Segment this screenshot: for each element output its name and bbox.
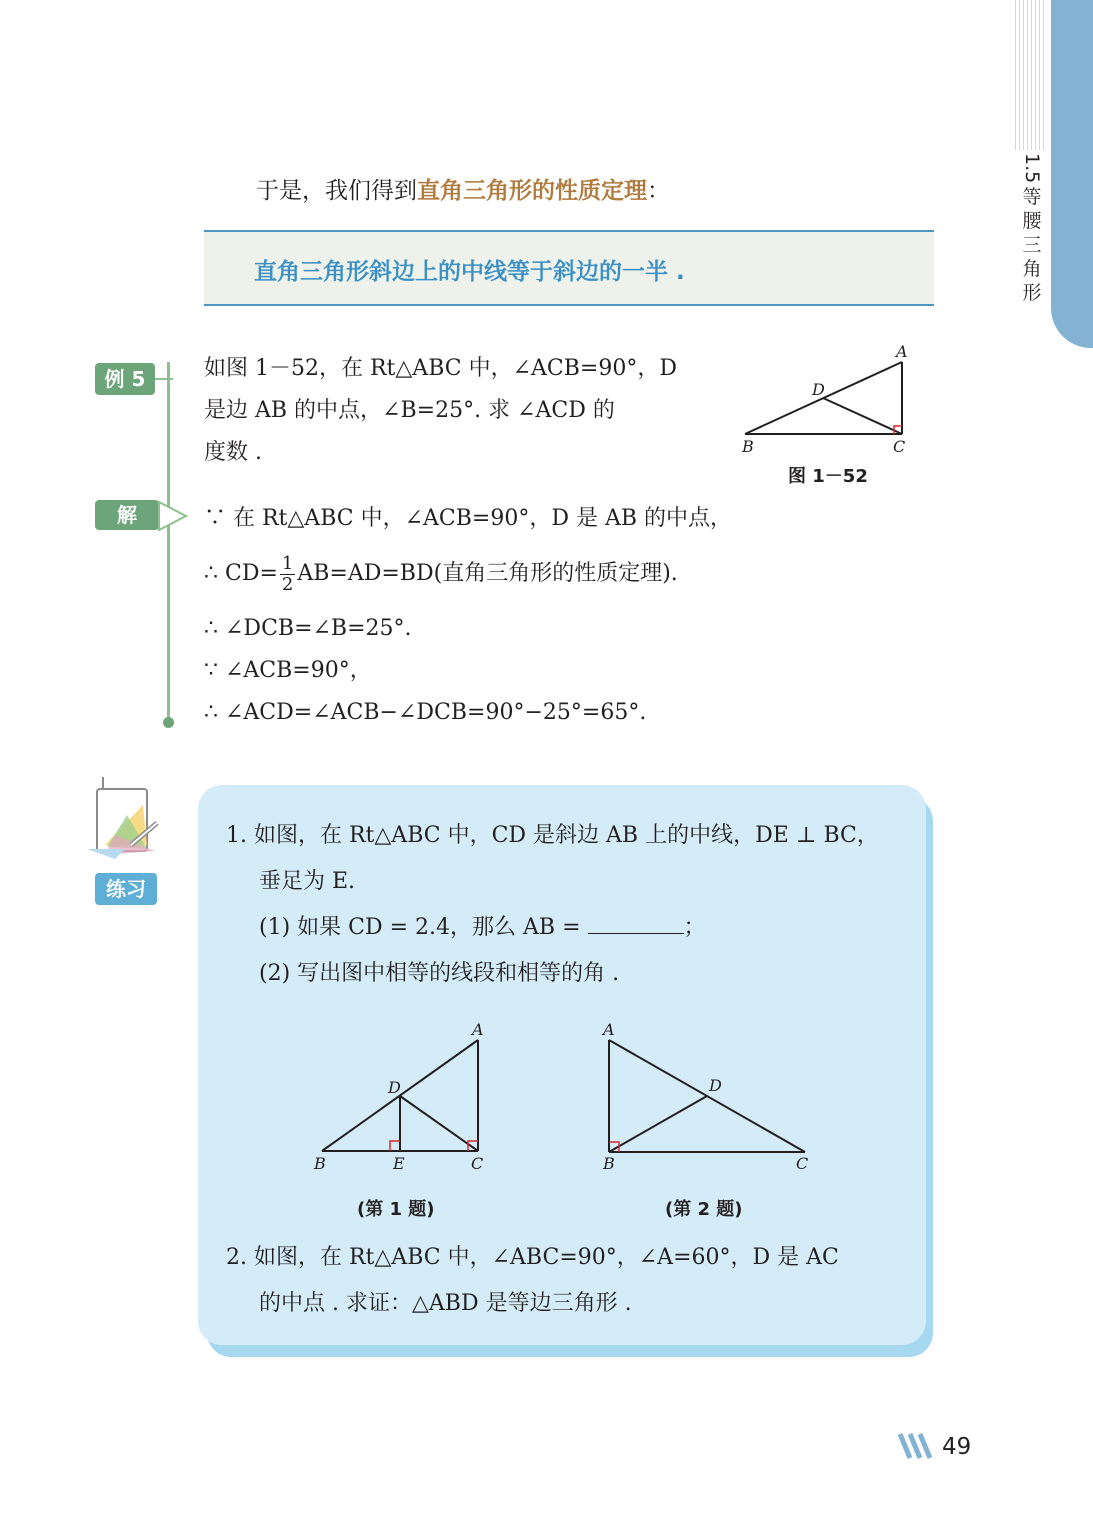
solution-text: AB=AD=BD(直角三角形的性质定理). bbox=[297, 561, 678, 586]
label-c: C bbox=[893, 437, 906, 456]
label-a: A bbox=[603, 1020, 615, 1039]
question-1-line: 1. 如图，在 Rt△ABC 中，CD 是斜边 AB 上的中线，DE ⊥ BC， bbox=[226, 823, 879, 848]
solution-line: ∴ ∠DCB=∠B=25°. bbox=[204, 616, 412, 641]
question-1-sub1 bbox=[226, 905, 879, 951]
section-title bbox=[1018, 155, 1046, 305]
page-number: 49 bbox=[942, 1434, 972, 1460]
label-b: B bbox=[742, 437, 754, 456]
figure-caption: (第 1 题) bbox=[357, 1199, 435, 1220]
label-b: B bbox=[603, 1154, 615, 1173]
label-d: D bbox=[388, 1078, 401, 1097]
practice-body bbox=[226, 813, 879, 997]
label-c: C bbox=[471, 1154, 484, 1173]
label-d: D bbox=[709, 1076, 722, 1095]
section-char: 角 bbox=[1022, 258, 1042, 280]
margin-rule bbox=[167, 362, 170, 722]
right-angle-mark-e bbox=[390, 1141, 400, 1151]
segment-cd bbox=[823, 398, 902, 434]
example-badge: 例 5 bbox=[95, 363, 155, 395]
label-a: A bbox=[472, 1020, 484, 1039]
section-char: 腰 bbox=[1022, 210, 1042, 232]
theorem-box bbox=[204, 230, 934, 306]
intro-lead: 于是，我们得到 bbox=[256, 178, 417, 204]
segment-cd bbox=[400, 1096, 478, 1151]
segment-bd bbox=[609, 1096, 707, 1152]
sub1-tail: ； bbox=[683, 915, 706, 940]
example-line: 是边 AB 的中点，∠B=25°. 求 ∠ACD 的 bbox=[204, 398, 615, 423]
label-b: B bbox=[314, 1154, 326, 1173]
solution-arrow-icon bbox=[158, 501, 188, 531]
question-1-line: 垂足为 E. bbox=[259, 869, 356, 894]
figure-question-1 bbox=[310, 1018, 500, 1178]
figure-1-52 bbox=[735, 338, 915, 458]
figure-caption: (第 2 题) bbox=[665, 1199, 743, 1220]
section-char: 形 bbox=[1022, 282, 1042, 304]
sub1-text: (1) 如果 CD = 2.4，那么 AB = bbox=[259, 915, 581, 940]
fraction-denominator: 2 bbox=[281, 573, 294, 595]
figure-caption: 图 1－52 bbox=[788, 466, 868, 487]
answer-blank[interactable] bbox=[588, 911, 684, 934]
page-number-mark-icon bbox=[896, 1430, 940, 1462]
question-2-line: 2. 如图，在 Rt△ABC 中，∠ABC=90°，∠A=60°，D 是 AC bbox=[226, 1245, 839, 1270]
label-d: D bbox=[812, 380, 825, 399]
example-problem bbox=[204, 348, 719, 474]
section-number: 1.5 bbox=[1021, 153, 1043, 184]
decorative-lines bbox=[1015, 0, 1047, 150]
practice-icon bbox=[85, 775, 167, 867]
theorem-text: 直角三角形斜边上的中线等于斜边的一半 . bbox=[254, 259, 685, 285]
intro-sentence bbox=[256, 172, 670, 205]
practice-badge: 练习 bbox=[95, 873, 157, 905]
margin-tick bbox=[155, 378, 173, 380]
solution-line bbox=[204, 540, 732, 608]
example-line: 度数 . bbox=[204, 440, 262, 465]
section-char: 三 bbox=[1022, 234, 1042, 256]
theorem-name: 直角三角形的性质定理 bbox=[417, 178, 647, 204]
solution-line: ∵ 在 Rt△ABC 中，∠ACB=90°，D 是 AB 的中点， bbox=[204, 506, 733, 531]
margin-rule-end bbox=[163, 717, 174, 728]
label-e: E bbox=[393, 1154, 405, 1173]
section-char: 等 bbox=[1022, 186, 1042, 208]
question-2 bbox=[226, 1235, 839, 1327]
intro-tail: ： bbox=[647, 178, 670, 204]
question-2-line: 的中点 . 求证：△ABD 是等边三角形 . bbox=[259, 1291, 632, 1316]
label-c: C bbox=[796, 1154, 809, 1173]
label-a: A bbox=[896, 342, 908, 361]
fraction-numerator: 1 bbox=[281, 552, 294, 574]
solution-body bbox=[204, 498, 732, 734]
solution-text: ∴ CD= bbox=[204, 561, 278, 586]
question-1-sub2: (2) 写出图中相等的线段和相等的角 . bbox=[259, 961, 620, 986]
chapter-tab bbox=[1051, 0, 1093, 348]
solution-line: ∴ ∠ACD=∠ACB−∠DCB=90°−25°=65°. bbox=[204, 700, 647, 725]
solution-badge: 解 bbox=[95, 500, 159, 530]
figure-question-2 bbox=[595, 1018, 825, 1178]
example-line: 如图 1－52，在 Rt△ABC 中，∠ACB=90°，D bbox=[204, 356, 677, 381]
fraction bbox=[280, 554, 295, 595]
solution-line: ∵ ∠ACB=90°， bbox=[204, 658, 372, 683]
